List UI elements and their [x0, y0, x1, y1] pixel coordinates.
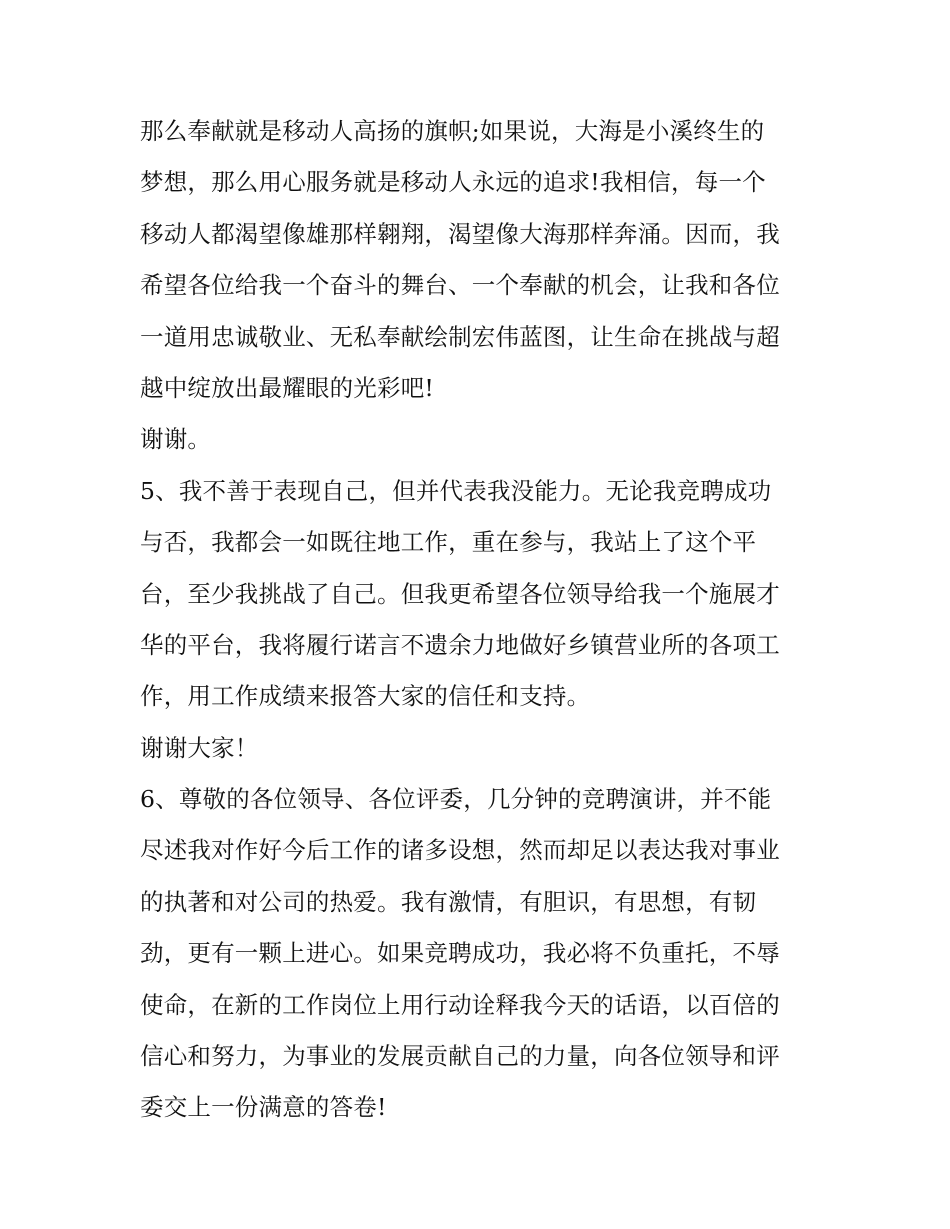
- text-line: 移动人都渴望像雄那样翱翔，渴望像大海那样奔涌。因而，我: [140, 219, 780, 248]
- text-line: 作，用工作成绩来报答大家的信任和支持。: [140, 682, 591, 711]
- text-line: 信心和努力，为事业的发展贡献自己的力量，向各位领导和评: [140, 1042, 780, 1071]
- closing-line: 谢谢。: [140, 425, 212, 454]
- text-line: 一道用忠诚敬业、无私奉献绘制宏伟蓝图，让生命在挑战与超: [140, 322, 780, 351]
- text-line: 尽述我对作好今后工作的诸多设想，然而却足以表达我对事业: [140, 836, 780, 865]
- closing-line: 谢谢大家！: [140, 733, 259, 762]
- text-line: 5、我不善于表现自己，但并代表我没能力。无论我竞聘成功: [140, 476, 772, 505]
- document-body: [140, 106, 820, 1134]
- text-line: 的执著和对公司的热爱。我有激情，有胆识，有思想，有韧: [140, 887, 757, 916]
- text-line: 劲，更有一颗上进心。如果竞聘成功，我必将不负重托，不辱: [140, 939, 780, 968]
- text-line: 使命，在新的工作岗位上用行动诠释我今天的话语，以百倍的: [140, 990, 780, 1019]
- text-line: 台，至少我挑战了自己。但我更希望各位领导给我一个施展才: [140, 579, 780, 608]
- text-line: 与否，我都会一如既往地工作，重在参与，我站上了这个平: [140, 528, 757, 557]
- text-line: 华的平台，我将履行诺言不遗余力地做好乡镇营业所的各项工: [140, 630, 780, 659]
- text-line: 6、尊敬的各位领导、各位评委，几分钟的竞聘演讲，并不能: [140, 785, 772, 814]
- text-line: 梦想，那么用心服务就是移动人永远的追求!我相信，每一个: [140, 168, 766, 197]
- text-line: 越中绽放出最耀眼的光彩吧!: [140, 373, 435, 402]
- text-line: 希望各位给我一个奋斗的舞台、一个奉献的机会，让我和各位: [140, 271, 780, 300]
- text-line: 委交上一份满意的答卷!: [140, 1093, 387, 1122]
- text-line: 那么奉献就是移动人高扬的旗帜;如果说，大海是小溪终生的: [140, 117, 765, 145]
